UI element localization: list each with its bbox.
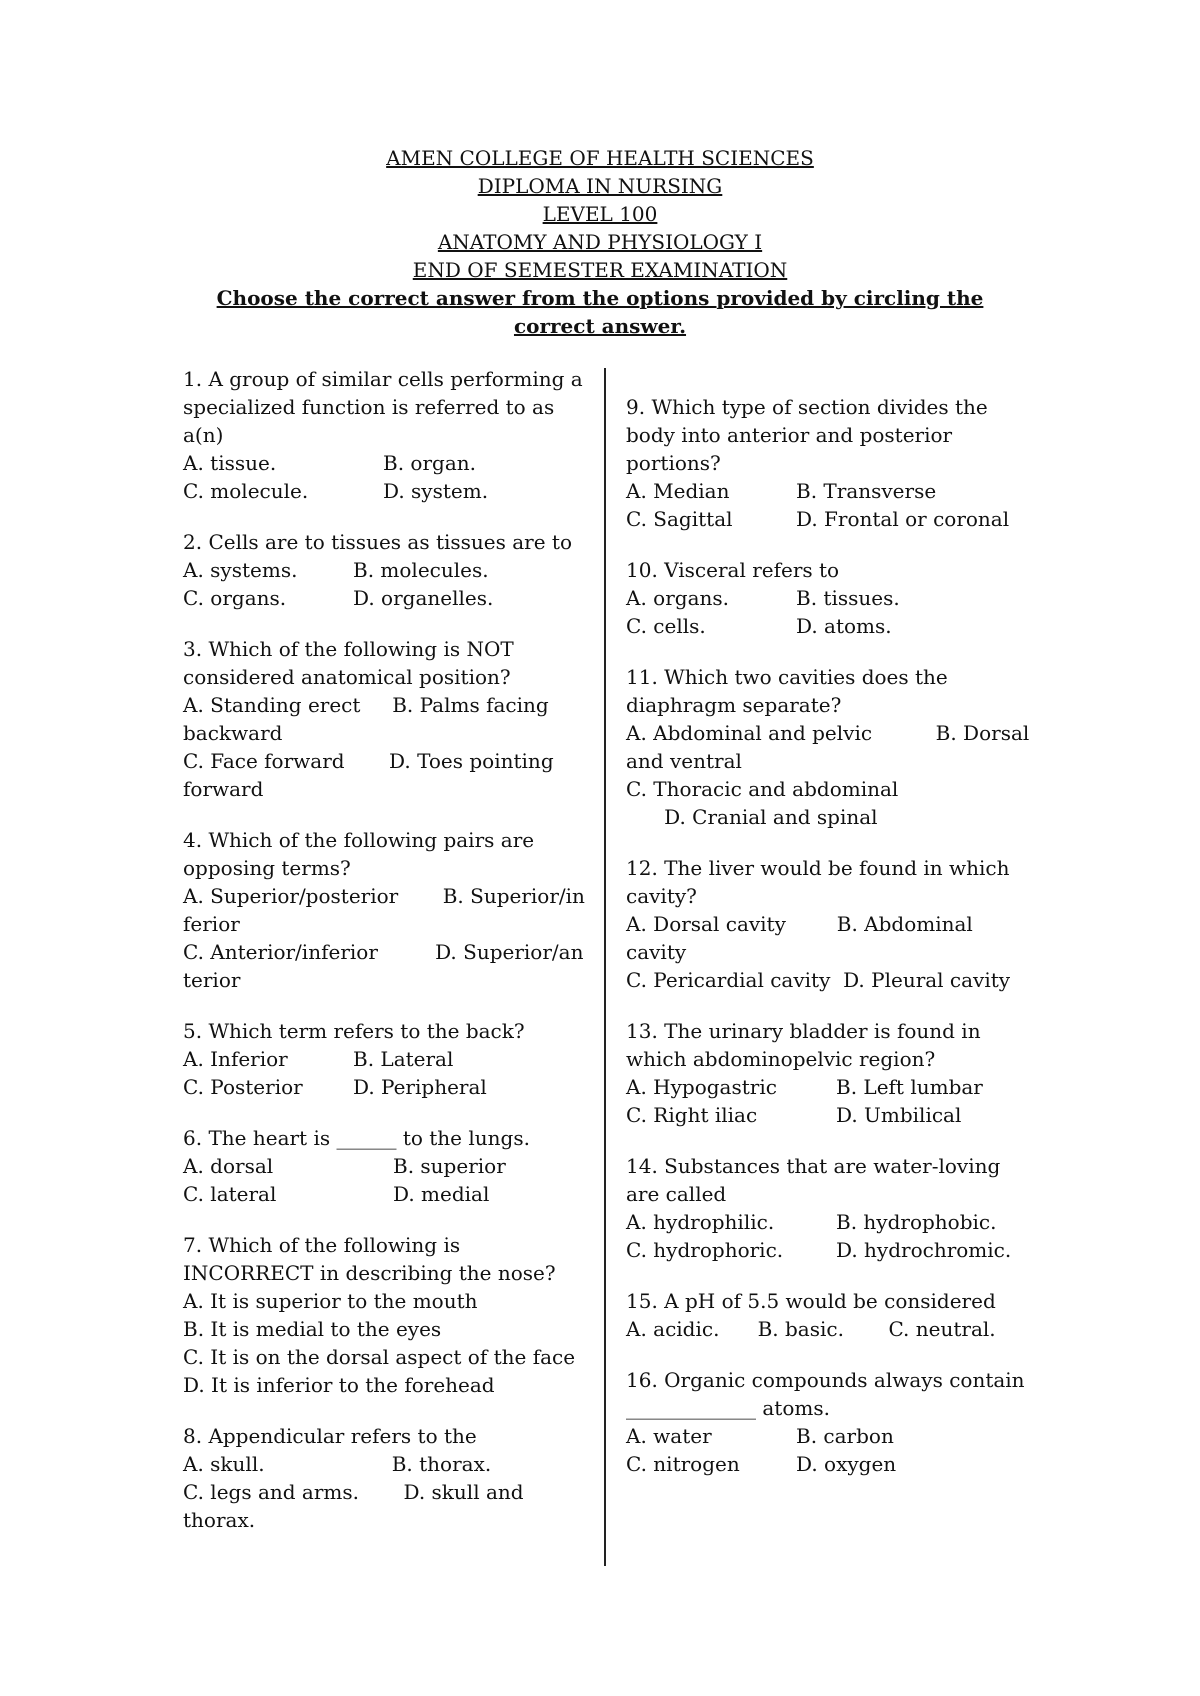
program-name: DIPLOMA IN NURSING <box>477 174 723 198</box>
question-text: 10. Visceral refers to <box>626 558 840 582</box>
answer-line[interactable]: forward <box>183 777 264 801</box>
answer-option[interactable]: D. oxygen <box>796 1452 897 1476</box>
option-row <box>183 477 593 505</box>
answer-option[interactable]: A. Inferior <box>183 1047 288 1071</box>
college-name: AMEN COLLEGE OF HEALTH SCIENCES <box>386 146 814 170</box>
answer-option[interactable]: D. organelles. <box>353 586 494 610</box>
right-column <box>626 393 1036 1501</box>
question-text: 6. The heart is ______ to the lungs. <box>183 1126 530 1150</box>
answer-line[interactable]: B. It is medial to the eyes <box>183 1317 442 1341</box>
question-7 <box>183 1231 593 1399</box>
answer-line[interactable]: C. Pericardial cavity D. Pleural cavity <box>626 968 1011 992</box>
question-13 <box>626 1017 1036 1129</box>
question-4 <box>183 826 593 994</box>
answer-option[interactable]: B. organ. <box>383 451 476 475</box>
question-14 <box>626 1152 1036 1264</box>
question-text: 12. The liver would be found in which cavity? <box>626 856 1010 908</box>
answer-line[interactable]: cavity <box>626 940 687 964</box>
option-row <box>183 1073 593 1101</box>
answer-option[interactable]: D. Frontal or coronal <box>796 507 1010 531</box>
answer-option[interactable]: D. Peripheral <box>353 1075 487 1099</box>
answer-line[interactable]: D. It is inferior to the forehead <box>183 1373 495 1397</box>
answer-line[interactable]: A. It is superior to the mouth <box>183 1289 478 1313</box>
question-5 <box>183 1017 593 1101</box>
question-15 <box>626 1287 1036 1343</box>
answer-line[interactable]: D. Cranial and spinal <box>626 805 878 829</box>
option-row <box>626 505 1036 533</box>
question-text: 14. Substances that are water-loving are called <box>626 1154 1001 1206</box>
answer-option[interactable]: C. cells. <box>626 614 706 638</box>
exam-header <box>0 144 1200 340</box>
answer-line[interactable]: A. Superior/posterior B. Superior/in <box>183 884 585 908</box>
question-3 <box>183 635 593 803</box>
answer-option[interactable]: B. Lateral <box>353 1047 454 1071</box>
option-row <box>626 1422 1036 1450</box>
option-row <box>626 1236 1036 1264</box>
option-row <box>626 1073 1036 1101</box>
level: LEVEL 100 <box>542 202 658 226</box>
answer-line[interactable]: A. skull. B. thorax. <box>183 1452 492 1476</box>
answer-option[interactable]: A. Median <box>626 479 730 503</box>
option-row <box>183 449 593 477</box>
question-text: 7. Which of the following is INCORRECT in describing the nose? <box>183 1233 556 1285</box>
answer-option[interactable]: C. Sagittal <box>626 507 733 531</box>
question-text: 1. A group of similar cells performing a specialized function is referred to as a(n) <box>183 367 583 447</box>
answer-option[interactable]: A. systems. <box>183 558 298 582</box>
answer-option[interactable]: B. Transverse <box>796 479 937 503</box>
answer-line[interactable]: ferior <box>183 912 240 936</box>
question-text: 11. Which two cavities does the diaphragm separate? <box>626 665 948 717</box>
option-row <box>626 477 1036 505</box>
answer-line[interactable]: terior <box>183 968 241 992</box>
answer-line[interactable]: thorax. <box>183 1508 256 1532</box>
answer-line[interactable]: C. Anterior/inferior D. Superior/an <box>183 940 584 964</box>
answer-option[interactable]: C. nitrogen <box>626 1452 740 1476</box>
answer-option[interactable]: D. medial <box>393 1182 490 1206</box>
option-row <box>626 1208 1036 1236</box>
answer-line[interactable]: A. Abdominal and pelvic B. Dorsal <box>626 721 1030 745</box>
answer-option[interactable]: C. Posterior <box>183 1075 303 1099</box>
question-8 <box>183 1422 593 1534</box>
option-row <box>183 584 593 612</box>
answer-option[interactable]: B. superior <box>393 1154 506 1178</box>
question-text: 13. The urinary bladder is found in which abdominopelvic region? <box>626 1019 981 1071</box>
answer-option[interactable]: A. Hypogastric <box>626 1075 777 1099</box>
instruction: Choose the correct answer from the options provided by circling the correct answer. <box>216 286 984 338</box>
question-text: 5. Which term refers to the back? <box>183 1019 525 1043</box>
answer-option[interactable]: A. tissue. <box>183 451 277 475</box>
option-row <box>626 1450 1036 1478</box>
option-row <box>183 1180 593 1208</box>
option-row <box>626 584 1036 612</box>
question-text: 2. Cells are to tissues as tissues are to <box>183 530 573 554</box>
answer-option[interactable]: C. hydrophoric. <box>626 1238 784 1262</box>
answer-option[interactable]: D. atoms. <box>796 614 892 638</box>
question-1 <box>183 365 593 505</box>
answer-option[interactable]: A. organs. <box>626 586 729 610</box>
question-text: 9. Which type of section divides the body into anterior and posterior portions? <box>626 395 988 475</box>
left-column <box>183 365 593 1557</box>
question-text: 4. Which of the following pairs are opposing terms? <box>183 828 535 880</box>
answer-line[interactable]: C. It is on the dorsal aspect of the face <box>183 1345 576 1369</box>
question-12 <box>626 854 1036 994</box>
question-2 <box>183 528 593 612</box>
question-text: 16. Organic compounds always contain _____________ atoms. <box>626 1368 1025 1420</box>
option-row <box>183 556 593 584</box>
answer-option[interactable]: A. hydrophilic. <box>626 1210 775 1234</box>
answer-line[interactable]: A. acidic. B. basic. C. neutral. <box>626 1317 996 1341</box>
answer-option[interactable]: B. carbon <box>796 1424 894 1448</box>
option-row <box>183 1045 593 1073</box>
answer-option[interactable]: C. Right iliac <box>626 1103 758 1127</box>
answer-option[interactable]: C. organs. <box>183 586 287 610</box>
exam-title: END OF SEMESTER EXAMINATION <box>412 258 788 282</box>
option-row <box>183 1152 593 1180</box>
answer-option[interactable]: A. dorsal <box>183 1154 274 1178</box>
answer-option[interactable]: C. lateral <box>183 1182 277 1206</box>
question-16 <box>626 1366 1036 1478</box>
answer-line[interactable]: backward <box>183 721 283 745</box>
answer-option[interactable]: B. tissues. <box>796 586 900 610</box>
answer-option[interactable]: D. Umbilical <box>836 1103 962 1127</box>
answer-line[interactable]: C. Thoracic and abdominal <box>626 777 899 801</box>
answer-line[interactable]: C. legs and arms. D. skull and <box>183 1480 524 1504</box>
course-title: ANATOMY AND PHYSIOLOGY I <box>437 230 763 254</box>
answer-option[interactable]: B. Left lumbar <box>836 1075 983 1099</box>
option-row <box>626 1101 1036 1129</box>
answer-option[interactable]: B. molecules. <box>353 558 489 582</box>
question-9 <box>626 393 1036 533</box>
question-10 <box>626 556 1036 640</box>
answer-option[interactable]: A. water <box>626 1424 712 1448</box>
question-text: 3. Which of the following is NOT considered anatomical position? <box>183 637 514 689</box>
question-text: 15. A pH of 5.5 would be considered <box>626 1289 996 1313</box>
option-row <box>626 612 1036 640</box>
question-11 <box>626 663 1036 831</box>
question-6 <box>183 1124 593 1208</box>
answer-option[interactable]: C. molecule. <box>183 479 309 503</box>
answer-line[interactable]: C. Face forward D. Toes pointing <box>183 749 554 773</box>
answer-line[interactable]: A. Dorsal cavity B. Abdominal <box>626 912 973 936</box>
question-text: 8. Appendicular refers to the <box>183 1424 477 1448</box>
answer-line[interactable]: A. Standing erect B. Palms facing <box>183 693 549 717</box>
answer-line[interactable]: and ventral <box>626 749 742 773</box>
answer-option[interactable]: B. hydrophobic. <box>836 1210 997 1234</box>
answer-option[interactable]: D. hydrochromic. <box>836 1238 1012 1262</box>
answer-option[interactable]: D. system. <box>383 479 489 503</box>
column-divider <box>604 368 606 1566</box>
